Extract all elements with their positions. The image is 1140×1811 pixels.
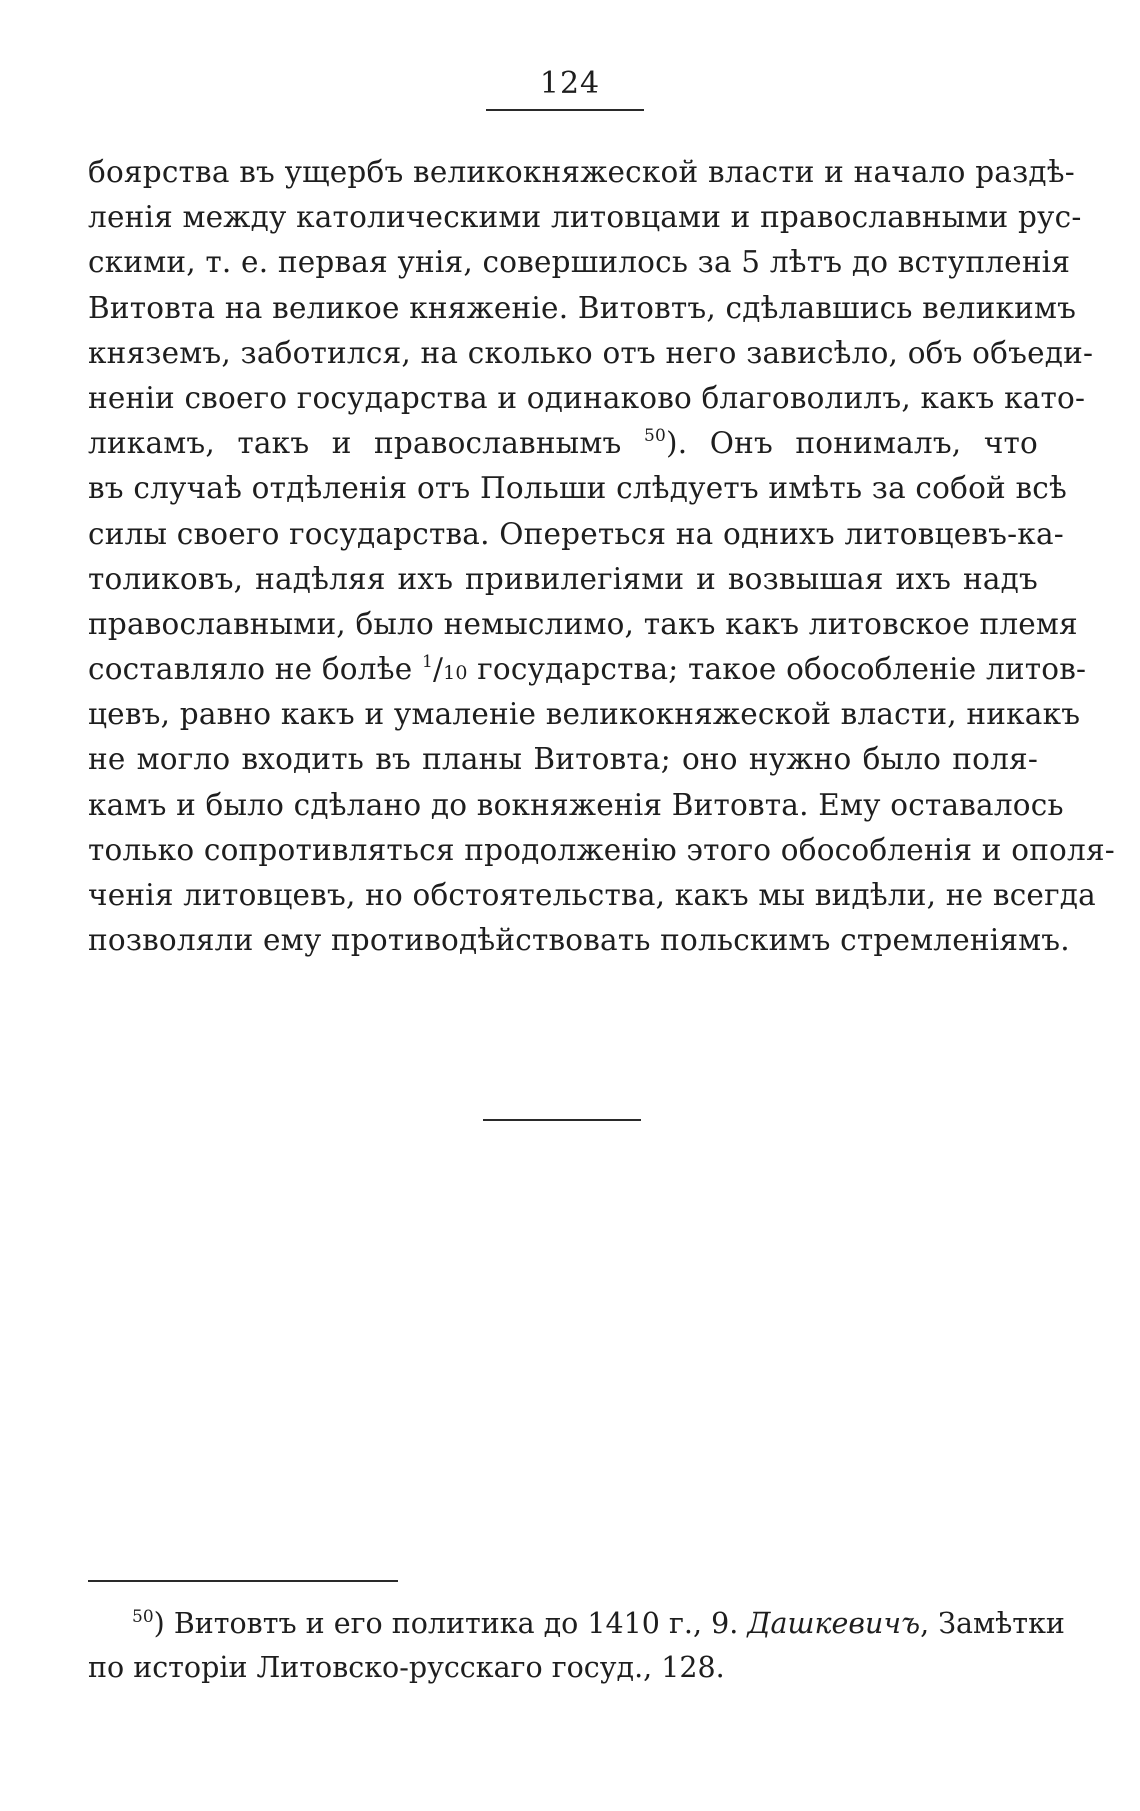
page-number: 124 [539,66,601,101]
text-line: скими, т. е. первая унія, совершилось за 5 лѣтъ до вступленія [88,245,1071,280]
text-line: ленія между католическими литовцами и православными рус- [88,200,1082,235]
footnote-line: по исторіи Литовско-русскаго госуд., 128. [88,1651,725,1684]
text-line: княземъ, заботился, на сколько отъ него зависѣло, объ объеди- [88,335,1094,370]
text-line: Витовта на великое княженіе. Витовтъ, сдѣлавшись великимъ [88,290,1077,325]
text-segment: государства; такое обособленіе литов- [467,652,1087,687]
text-line: православными, было немыслимо, такъ какъ литовское племя [88,606,1078,641]
footnote-number: 50 [132,1607,154,1627]
footnote-author: Дашкевичъ [747,1607,921,1640]
text-line: позволяли ему противодѣйствовать польскимъ стремленіямъ. [88,923,1070,958]
text-line-with-footnote-ref [88,421,1038,466]
text-line: цевъ, равно какъ и умаленіе великокняжеской власти, никакъ [88,697,1081,732]
footnote-text: ) Витовтъ и его политика до 1410 г., 9. [153,1607,748,1640]
text-line-with-fraction [88,647,1087,692]
text-segment: ликамъ, такъ и православнымъ [88,426,644,461]
footnote-reference: 50 [643,426,666,447]
main-text [88,150,1115,963]
text-line: боярства въ ущербъ великокняжеской власти и начало раздѣ- [88,155,1075,189]
text-line: камъ и было сдѣлано до вокняженія Витовта. Ему оставалось [88,787,1064,822]
section-end-rule [483,1119,641,1121]
footnote-text: , Замѣтки [920,1607,1065,1640]
fraction-slash: / [432,652,444,687]
text-line: не могло входить въ планы Витовта; оно нужно было поля- [88,742,1038,777]
text-line: силы своего государства. Опереться на однихъ литовцевъ-ка- [88,516,1064,551]
text-line: въ случаѣ отдѣленія отъ Польши слѣдуетъ имѣть за собой всѣ [88,471,1067,506]
fraction-denominator: 10 [443,662,468,685]
footnote-separator [88,1580,398,1582]
header-rule [486,109,644,111]
text-segment: ). Онъ понималъ, что [665,426,1038,461]
footnote [88,1602,1065,1690]
text-segment: составляло не болѣе [88,652,422,687]
text-line: только сопротивляться продолженію этого обособленія и ополя- [88,832,1115,867]
text-line: ченія литовцевъ, но обстоятельства, какъ мы видѣли, не всегда [88,878,1096,912]
fraction-numerator: 1 [421,652,433,673]
footnote-line [88,1602,1065,1646]
text-line: неніи своего государства и одинаково благоволилъ, какъ като- [88,380,1086,415]
text-line: толиковъ, надѣляя ихъ привилегіями и возвышая ихъ надъ [88,561,1038,596]
